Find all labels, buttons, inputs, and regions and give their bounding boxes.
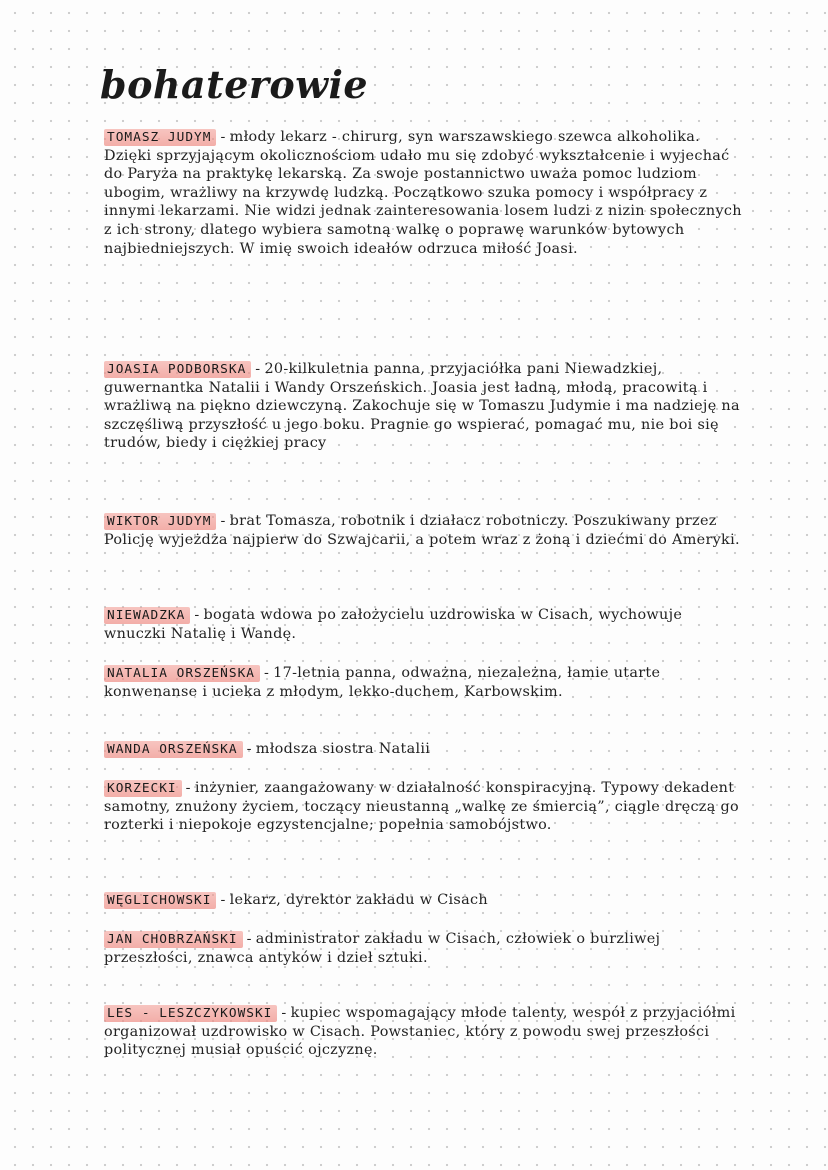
character-name-highlight: TOMASZ JUDYM	[104, 129, 216, 146]
dash-separator: -	[220, 892, 226, 908]
character-name-highlight: NIEWADZKA	[104, 607, 190, 624]
character-name-highlight: WIKTOR JUDYM	[104, 513, 216, 530]
character-name-highlight: KORZECKI	[104, 780, 182, 797]
character-description: młody lekarz - chirurg, syn warszawskiego szewca alkoholika. Dzięki sprzyjającym okolicznościom udało mu się zdobyć wykształcenie i wyjechać do Paryża na praktykę lekarską. Za swoje postannictwo uważa pomoc ludziom ubogim, wrażliwy na krzywdę ludzką. Początkowo szuka pomocy i współpracy z innymi lekarzami. Nie widzi jednak zainteresowania losem ludzi z nizin społecznych z ich strony, dlatego wybiera samotną walkę o poprawę warunków bytowych najbiedniejszych. W imię swoich ideałów odrzuca miłość Joasi.	[104, 129, 742, 257]
dash-separator: -	[246, 931, 252, 947]
dash-separator: -	[246, 741, 252, 757]
character-name-highlight: WĘGLICHOWSKI	[104, 892, 216, 909]
character-entry	[104, 360, 744, 453]
character-entry	[104, 740, 744, 759]
dash-separator: -	[220, 513, 226, 529]
character-description: brat Tomasza, robotnik i działacz robotniczy. Poszukiwany przez Policję wyjeżdża najpierw do Szwajcarii, a potem wraz z żoną i dziećmi do Ameryki.	[104, 513, 740, 548]
character-description: administrator zakładu w Cisach, człowiek o burzliwej przeszłości, znawca antyków i dzieł sztuki.	[104, 931, 661, 966]
dash-separator: -	[255, 361, 261, 377]
character-name-highlight: JAN CHOBRZAŃSKI	[104, 931, 243, 948]
character-entry	[104, 606, 744, 643]
character-name-highlight: JOASIA PODBORSKA	[104, 361, 251, 378]
character-description: lekarz, dyrektor zakładu w Cisach	[229, 892, 488, 908]
character-entry	[104, 128, 744, 258]
character-description: 17-letnia panna, odważna, niezależna, łamie utarte konwenanse i ucieka z młodym, lekko-duchem, Karbowskim.	[104, 665, 661, 700]
character-name-highlight: WANDA ORSZEŃSKA	[104, 741, 243, 758]
character-entry	[104, 664, 744, 701]
character-description: inżynier, zaangażowany w działalność konspiracyjną. Typowy dekadent samotny, znużony życiem, toczący nieustanną „walkę ze śmiercią”, ciągle dręczą go rozterki i niepokoje egzystencjalne; popełnia samobójstwo.	[104, 780, 739, 834]
dash-separator: -	[220, 129, 226, 145]
character-description: kupiec wspomagający młode talenty, wespół z przyjaciółmi organizował uzdrowisko w Cisach. Powstaniec, który z powodu swej przeszłości politycznej musiał opuścić ojczyznę.	[104, 1005, 736, 1059]
character-name-highlight: LES - LESZCZYKOWSKI	[104, 1005, 277, 1022]
character-entry	[104, 891, 744, 910]
page-title: bohaterowie	[100, 62, 369, 107]
dash-separator: -	[263, 665, 270, 681]
character-description: 20-kilkuletnia panna, przyjaciółka pani Niewadzkiej, guwernantka Natalii i Wandy Orszeńskich. Joasia jest ładną, młodą, pracowitą i wrażliwą na piękno dziewczyną. Zakochuje się w Tomaszu Judymie i ma nadzieję na szczęśliwą przyszłość u jego boku. Pragnie go wspierać, pomagać mu, nie boi się trudów, biedy i ciężkiej pracy	[104, 361, 740, 452]
character-entry	[104, 930, 744, 967]
dash-separator: -	[185, 780, 191, 796]
character-entry	[104, 512, 744, 549]
dash-separator: -	[194, 607, 200, 623]
character-description: bogata wdowa po założycielu uzdrowiska w Cisach, wychowuje wnuczki Natalię i Wandę.	[104, 607, 683, 642]
character-entry	[104, 1004, 744, 1060]
character-description: młodsza siostra Natalii	[255, 741, 431, 757]
character-entry	[104, 779, 744, 835]
character-name-highlight: NATALIA ORSZEŃSKA	[104, 665, 260, 682]
dash-separator: -	[281, 1005, 287, 1021]
